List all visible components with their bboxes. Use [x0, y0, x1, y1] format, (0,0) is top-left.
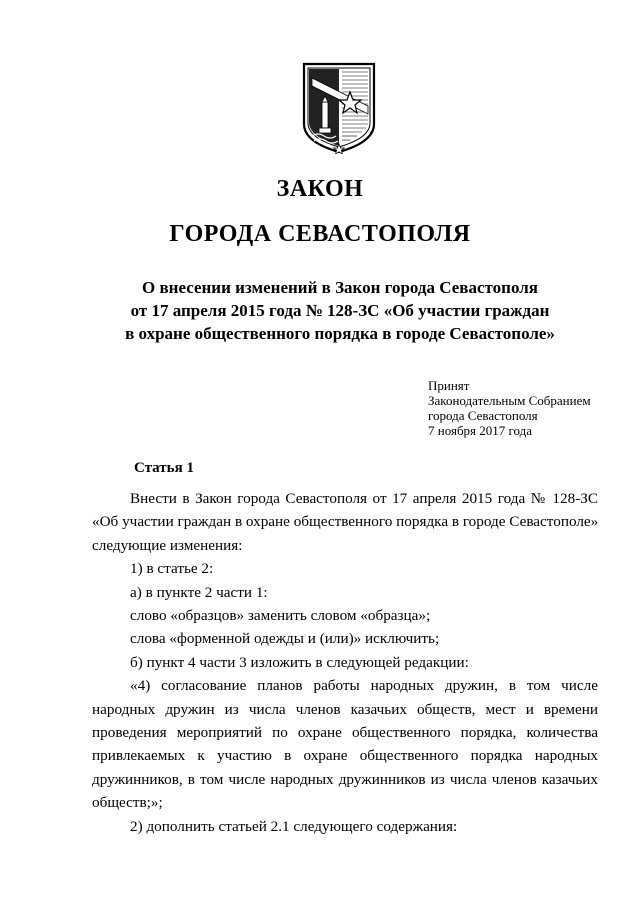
body-line: обществ;»; — [92, 794, 163, 812]
item-1b: б) пункт 4 части 3 изложить в следующей редакции: — [130, 653, 469, 671]
subtitle-line: О внесении изменений в Закон города Севастополя — [142, 278, 538, 297]
body-line: Внести в Закон города Севастополя от 17 апреля 2015 года № 128-ЗС — [130, 490, 598, 507]
adoption-info — [428, 378, 591, 438]
document-issuer-title: ГОРОДА СЕВАСТОПОЛЯ — [169, 221, 471, 247]
law-subject-title — [60, 276, 620, 345]
adoption-line: Принят — [428, 378, 470, 393]
item-2: 2) дополнить статьей 2.1 следующего содержания: — [130, 817, 458, 835]
item-1a-change-1: слово «образцов» заменить словом «образца»; — [130, 607, 431, 625]
adoption-line: города Севастополя — [428, 408, 538, 423]
body-line: проведения мероприятий по охране общественного порядка, количества — [92, 724, 598, 742]
body-line: привлекаемых к участию в охране общественного порядка народных — [92, 747, 598, 765]
body-line: «Об участии граждан в охране общественного порядка в городе Севастополе» — [92, 513, 599, 531]
sevastopol-coat-of-arms-icon — [302, 62, 376, 154]
body-line: дружинников, в том числе народных дружинников из числа членов казачьих — [92, 770, 598, 788]
body-line: «4) согласование планов работы народных дружин, в том числе — [130, 677, 598, 695]
body-line: народных дружин из числа членов казачьих обществ, мест и времени — [92, 700, 598, 718]
subtitle-line: от 17 апреля 2015 года № 128-ЗС «Об участии граждан — [130, 301, 550, 320]
adoption-date: 7 ноября 2017 года — [428, 423, 533, 438]
subtitle-line: в охране общественного порядка в городе Севастополе» — [125, 324, 555, 343]
body-line: следующие изменения: — [92, 536, 243, 554]
item-1a-change-2: слова «форменной одежды и (или)» исключить; — [130, 630, 440, 648]
article-body — [92, 487, 598, 838]
quoted-amendment — [92, 674, 598, 814]
article-heading: Статья 1 — [134, 460, 194, 476]
item-1: 1) в статье 2: — [130, 560, 214, 578]
document-type-title: ЗАКОН — [276, 176, 364, 202]
item-1a: а) в пункте 2 части 1: — [130, 583, 268, 601]
article-intro — [92, 487, 598, 557]
adoption-line: Законодательным Собранием — [428, 393, 591, 408]
